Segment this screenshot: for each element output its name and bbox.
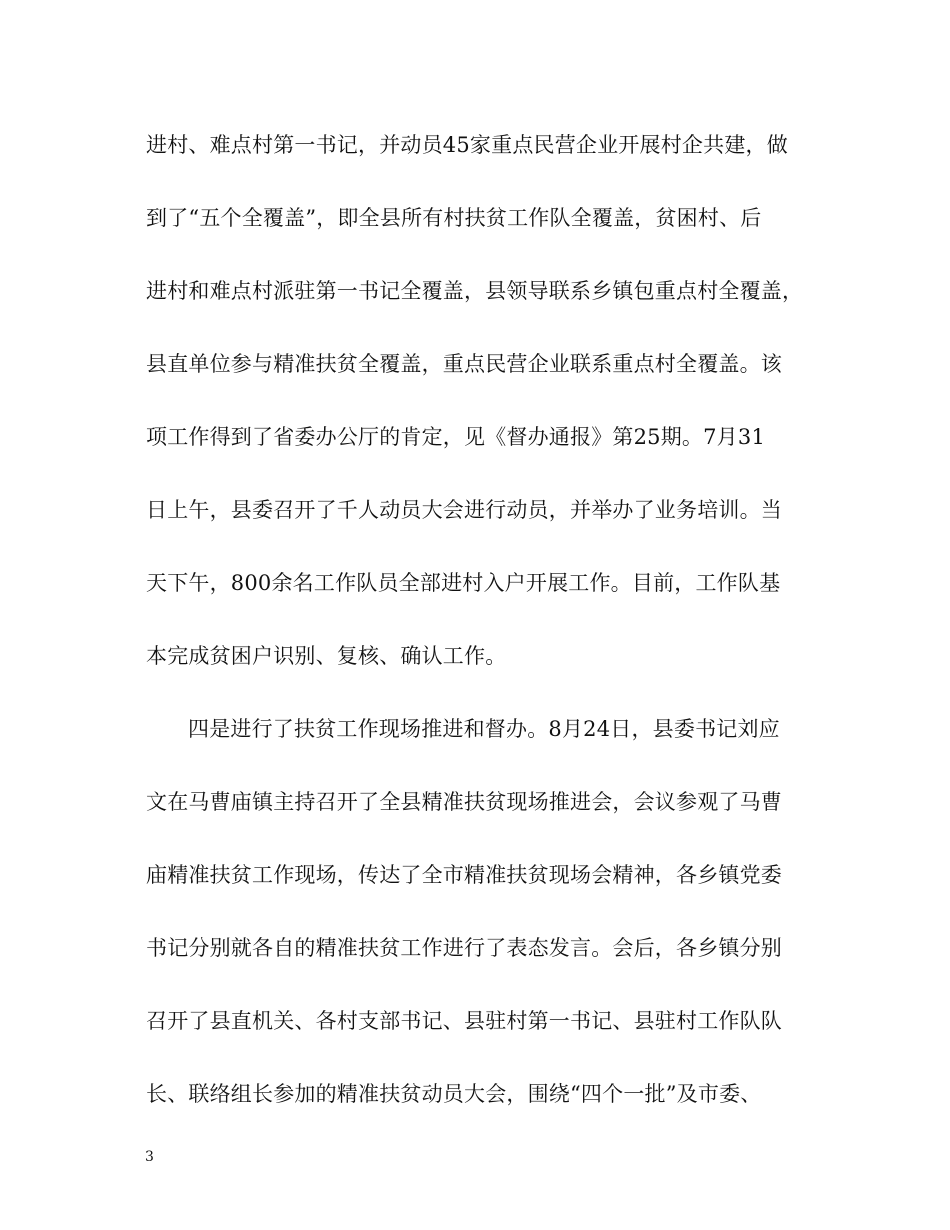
text-line: 庙精准扶贫工作现场，传达了全市精准扶贫现场会精神，各乡镇党委 xyxy=(146,863,782,887)
text-line: 召开了县直机关、各村支部书记、县驻村第一书记、县驻村工作队队 xyxy=(146,1009,782,1033)
text-line: 县直单位参与精准扶贫全覆盖，重点民营企业联系重点村全覆盖。该 xyxy=(146,352,782,376)
text-line: 进村、难点村第一书记，并动员45家重点民营企业开展村企共建，做 xyxy=(146,133,788,157)
page-number: 3 xyxy=(145,1149,154,1165)
text-line: 本完成贫困户识别、复核、确认工作。 xyxy=(146,644,507,668)
text-line: 书记分别就各自的精准扶贫工作进行了表态发言。会后，各乡镇分别 xyxy=(146,936,782,960)
text-line: 长、联络组长参加的精准扶贫动员大会，围绕“四个一批”及市委、 xyxy=(146,1082,762,1106)
text-line: 日上午，县委召开了千人动员大会进行动员，并举办了业务培训。当 xyxy=(146,498,782,522)
paragraph-first-line: 四是进行了扶贫工作现场推进和督办。8月24日，县委书记刘应 xyxy=(188,717,780,741)
text-line: 项工作得到了省委办公厅的肯定，见《督办通报》第25期。7月31 xyxy=(146,425,766,449)
text-line: 进村和难点村派驻第一书记全覆盖，县领导联系乡镇包重点村全覆盖， xyxy=(146,279,804,303)
text-line: 文在马曹庙镇主持召开了全县精准扶贫现场推进会，会议参观了马曹 xyxy=(146,790,782,814)
text-line: 到了“五个全覆盖”，即全县所有村扶贫工作队全覆盖，贫困村、后 xyxy=(146,206,762,230)
text-line: 天下午，800余名工作队员全部进村入户开展工作。目前，工作队基 xyxy=(146,571,781,595)
